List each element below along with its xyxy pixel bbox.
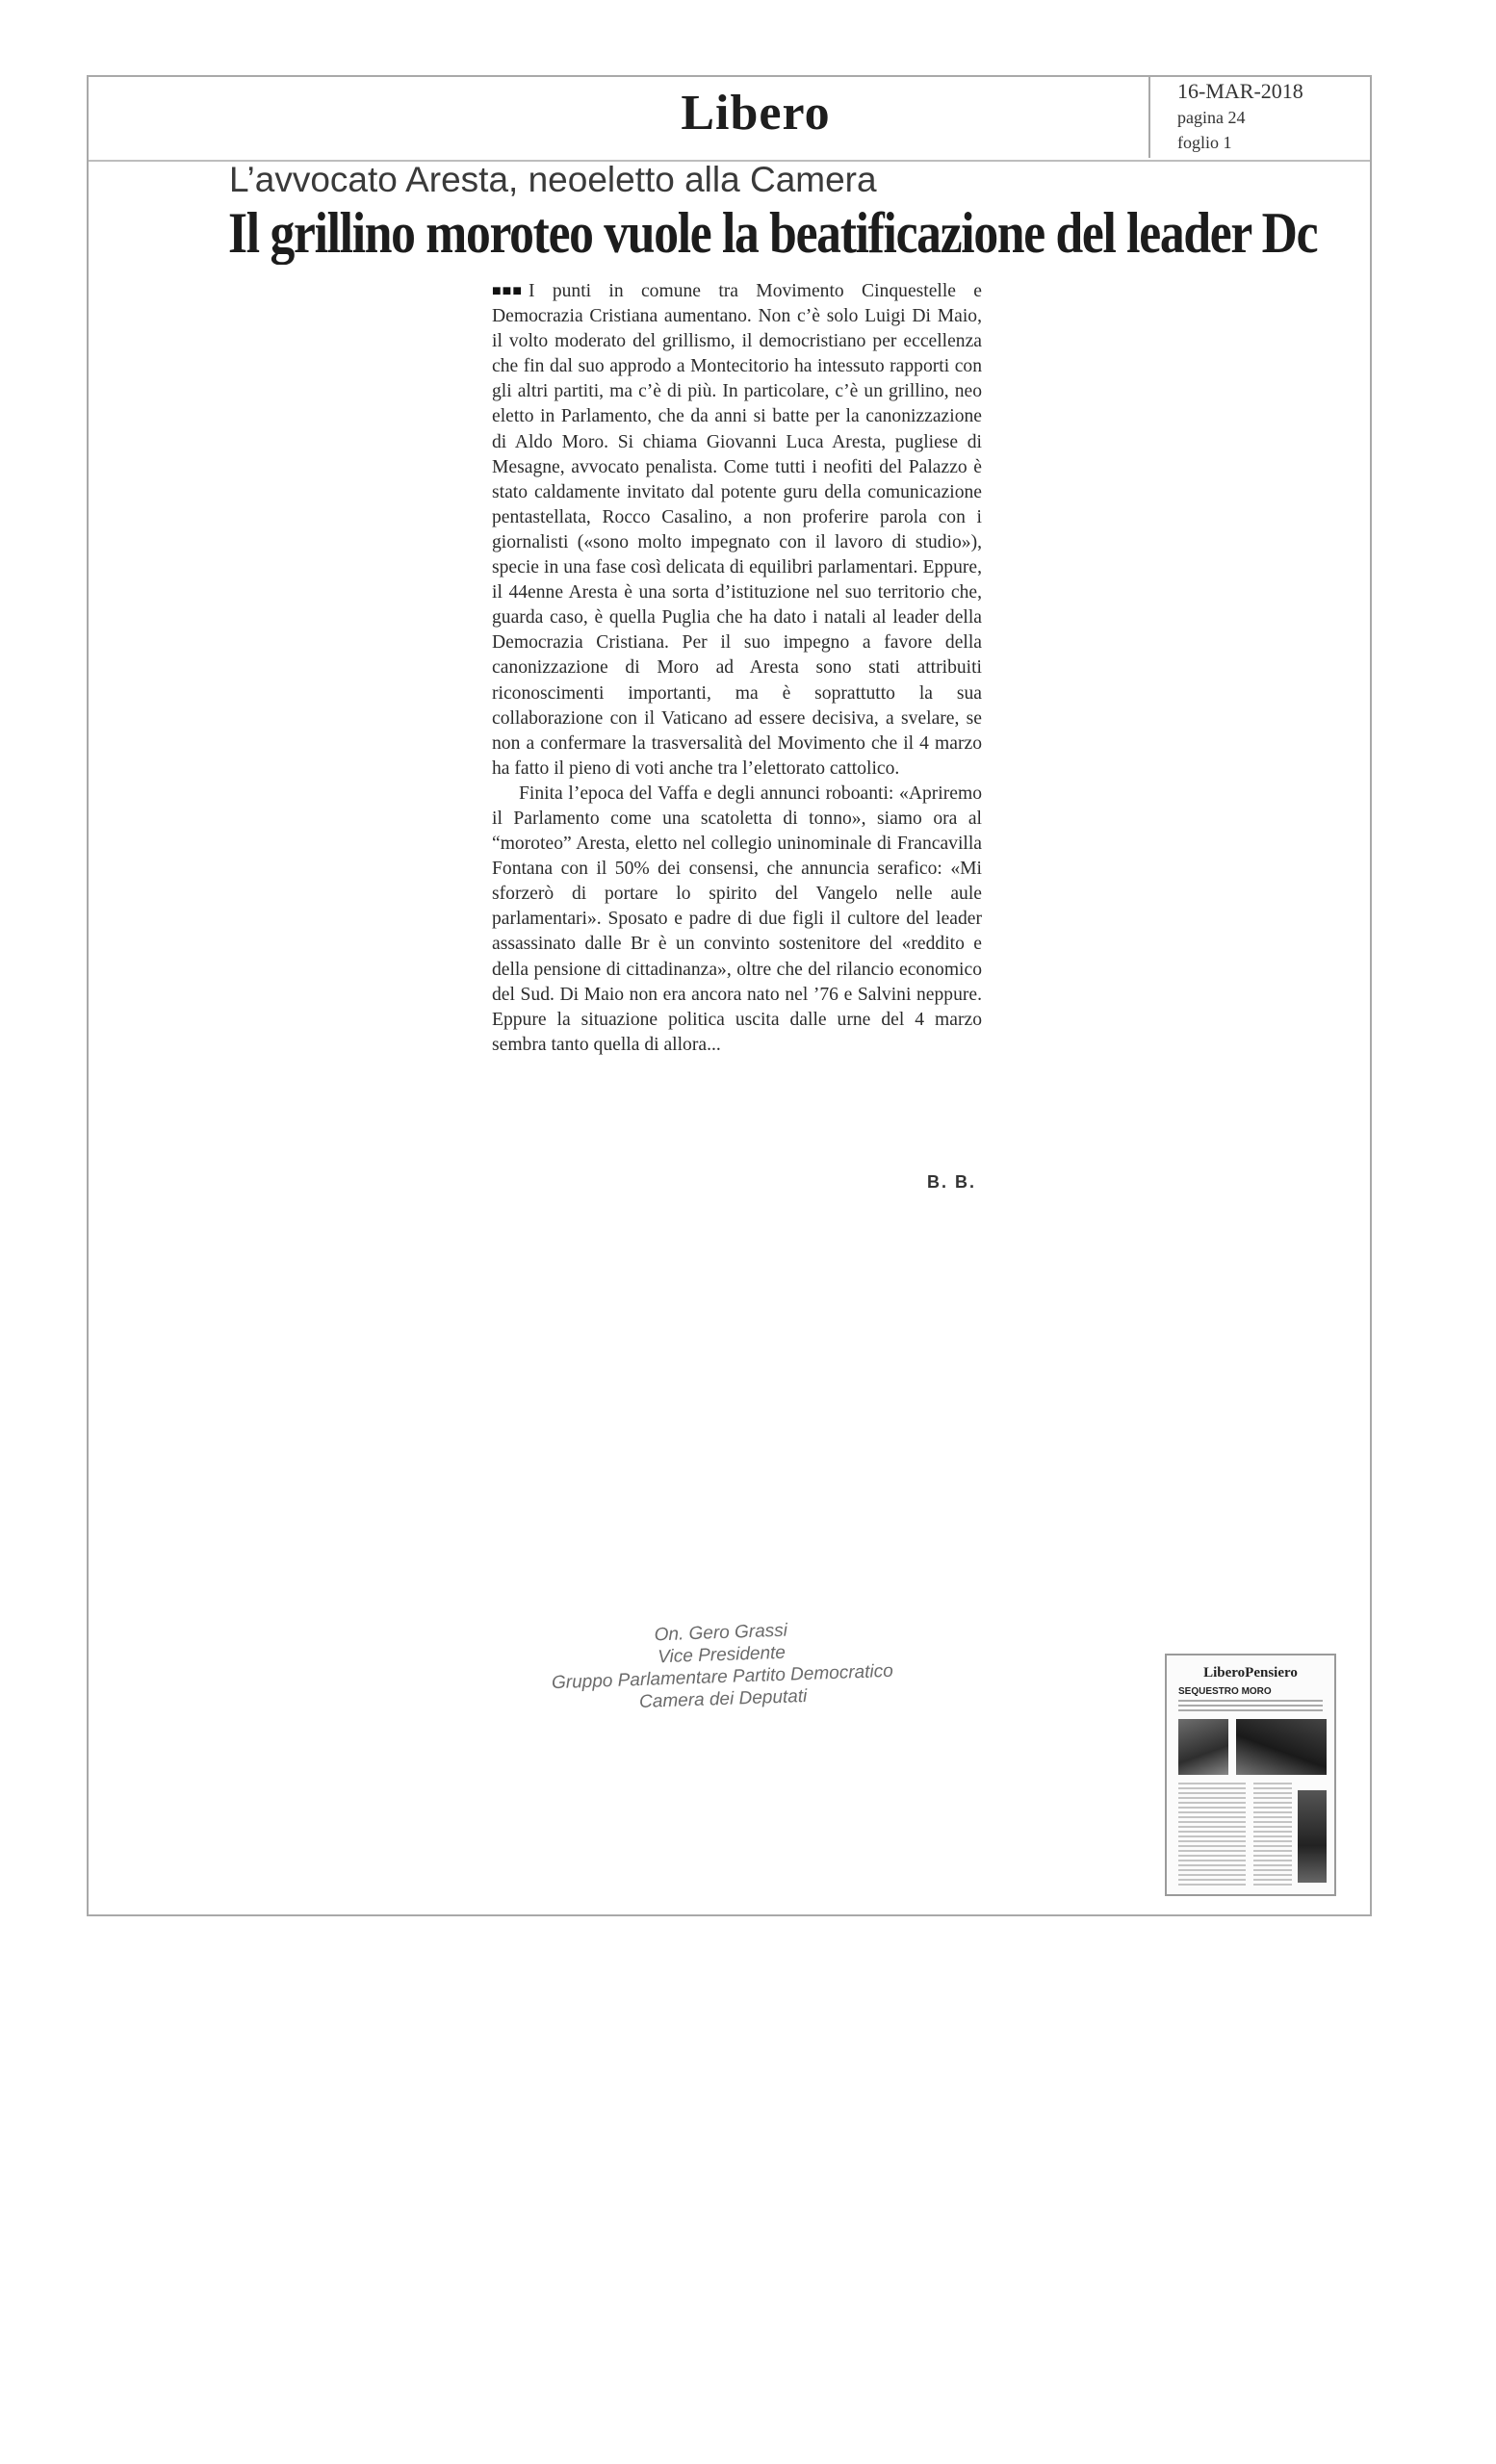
- article-kicker: L’avvocato Aresta, neoeletto alla Camera: [229, 160, 877, 199]
- stamp-group: Gruppo Parlamentare Partito Democratico: [551, 1660, 894, 1694]
- thumbnail-photo: [1236, 1719, 1327, 1775]
- signature-stamp: [500, 1614, 945, 1718]
- thumbnail-photo: [1298, 1790, 1327, 1883]
- thumbnail-text-lines: [1178, 1700, 1323, 1713]
- article-headline: Il grillino moroteo vuole la beatificazione del leader Dc: [228, 201, 1318, 265]
- sheet-number: foglio 1: [1177, 133, 1232, 152]
- stamp-chamber: Camera dei Deputati: [638, 1685, 808, 1713]
- thumbnail-subtitle: SEQUESTRO MORO: [1178, 1686, 1272, 1697]
- date-block: [1148, 77, 1370, 158]
- article-byline: B. B.: [927, 1172, 977, 1192]
- paragraph-text: I punti in comune tra Movimento Cinquestelle e Democrazia Cristiana aumentano. Non c’è solo Luigi Di Maio, il volto moderato del grillismo, il democristiano per eccellenza che fin dal suo approdo a Montecitorio ha intessuto rapporti con gli altri partiti, ma c’è di più. In particolare, c’è un grillino, neo eletto in Parlamento, che da anni si batte per la canonizzazione di Aldo Moro. Si chiama Giovanni Luca Aresta, pugliese di Mesagne, avvocato penalista. Come tutti i neofiti del Palazzo è stato caldamente invitato dal potente guru della comunicazione pentastellata, Rocco Casalino, a non proferire parola con i giornalisti («sono molto impegnato con il lavoro di studio»), specie in una fase così delicata di equilibri parlamentari. Eppure, il 44enne Aresta è una sorta d’istituzione nel suo territorio che, guarda caso, è quella Puglia che ha dato i natali al leader della Democrazia Cristiana. Per il suo impegno a favore della canonizzazione di Moro ad Aresta sono stati attribuiti riconoscimenti importanti, ma è soprattutto la sua collaborazione con il Vaticano ad essere decisiva, a svelare, se non a confermare la trasversalità del Movimento che il 4 marzo ha fatto il pieno di voti anche tra l’elettorato cattolico.: [492, 281, 982, 779]
- article-paragraph: [492, 279, 982, 782]
- thumbnail-photo: [1178, 1719, 1228, 1775]
- stamp-name: On. Gero Grassi: [654, 1620, 788, 1646]
- paragraph-text: Finita l’epoca del Vaffa e degli annunci roboanti: «Apriremo il Parlamento come una scatoletta di tonno», siamo ora al “moroteo” Aresta, eletto nel collegio uninominale di Francavilla Fontana con il 50% dei consensi, che annuncia serafico: «Mi sforzerò di portare lo spirito del Vangelo nelle aule parlamentari». Sposato e padre di due figli il cultore del leader assassinato dalle Br è un convinto sostenitore del «reddito e della pensione di cittadinanza», oltre che del rilancio economico del Sud. Di Maio non era ancora nato nel ’76 e Salvini neppure. Eppure la situazione politica uscita dalle urne del 4 marzo sembra tanto quella di allora...: [492, 783, 982, 1055]
- thumbnail-text-column: [1178, 1783, 1246, 1886]
- newspaper-thumbnail: [1165, 1654, 1336, 1896]
- publication-date: 16-MAR-2018: [1177, 79, 1303, 103]
- thumbnail-text-column: [1253, 1783, 1292, 1886]
- page-number: pagina 24: [1177, 108, 1246, 127]
- article-paragraph: [492, 782, 982, 1058]
- thumbnail-title: LiberoPensiero: [1203, 1665, 1298, 1681]
- section-marker: ■■■: [492, 283, 523, 299]
- newspaper-masthead: Libero: [681, 86, 831, 141]
- stamp-role: Vice Presidente: [657, 1642, 787, 1668]
- article-body: [492, 279, 982, 1058]
